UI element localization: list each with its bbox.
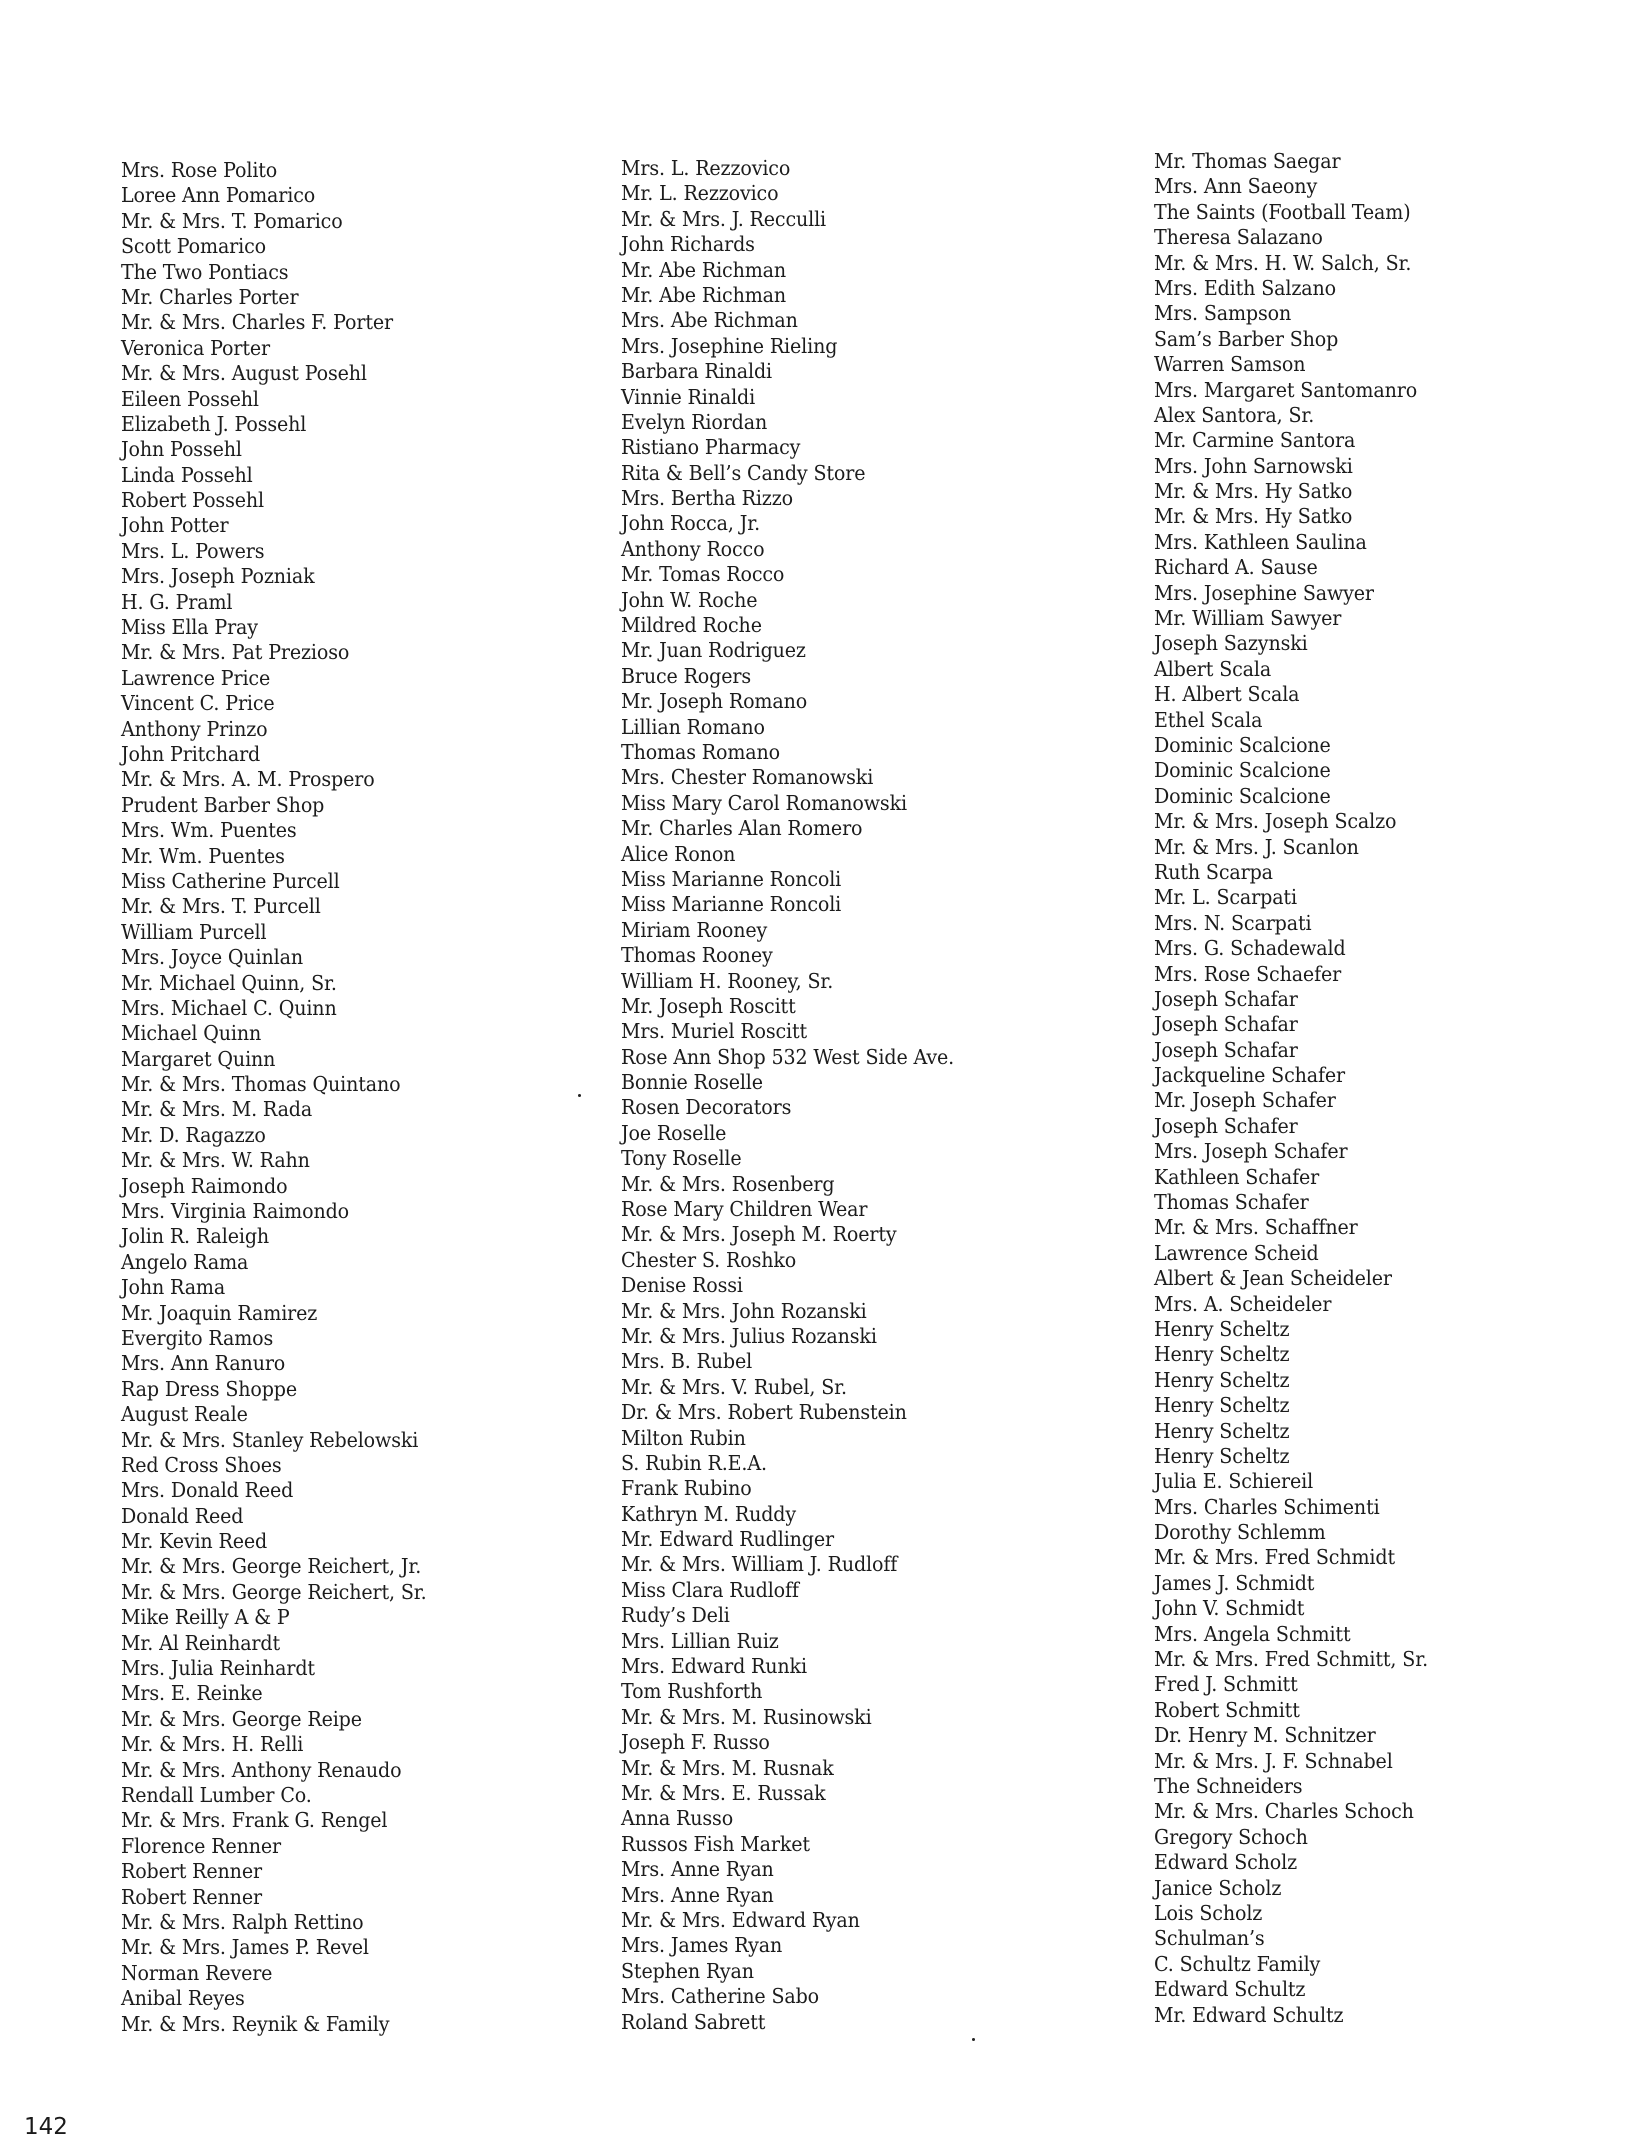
name-entry: Mrs. Rose Schaefer	[1154, 961, 1342, 986]
name-entry: Mr. & Mrs. John Rozanski	[621, 1298, 867, 1323]
name-entry: S. Rubin R.E.A.	[621, 1450, 767, 1475]
name-entry: Mr. & Mrs. Joseph Scalzo	[1154, 809, 1397, 834]
name-entry: Mr. & Mrs. V. Rubel, Sr.	[621, 1374, 847, 1399]
name-entry: John Possehl	[121, 437, 242, 462]
name-entry: Mrs. Abe Richman	[621, 308, 798, 333]
name-entry: Mr. Joseph Romano	[621, 689, 808, 714]
name-entry: Henry Scheltz	[1154, 1342, 1290, 1367]
name-entry: Rosen Decorators	[621, 1095, 792, 1120]
name-entry: Norman Revere	[121, 1960, 273, 1985]
name-entry: Mrs. Catherine Sabo	[621, 1984, 820, 2009]
name-entry: Miss Marianne Roncoli	[621, 892, 842, 917]
name-entry: Mr. & Mrs. James P. Revel	[121, 1935, 369, 1960]
name-entry: Barbara Rinaldi	[621, 359, 773, 384]
name-entry: Schulman’s	[1154, 1926, 1265, 1951]
name-entry: Mrs. Lillian Ruiz	[621, 1628, 779, 1653]
name-entry: Mr. & Mrs. A. M. Prospero	[121, 767, 375, 792]
name-entry: Mrs. L. Powers	[121, 538, 265, 563]
name-entry: Mr. L. Rezzovico	[621, 181, 779, 206]
name-entry: Mr. & Mrs. T. Purcell	[121, 894, 321, 919]
name-entry: Vincent C. Price	[121, 691, 275, 716]
name-entry: Joe Roselle	[621, 1120, 727, 1145]
name-entry: Mrs. Bertha Rizzo	[621, 486, 793, 511]
name-entry: Miriam Rooney	[621, 917, 768, 942]
name-entry: Prudent Barber Shop	[121, 792, 325, 817]
name-entry: Joseph Schafer	[1154, 1113, 1298, 1138]
name-entry: Lillian Romano	[621, 714, 765, 739]
name-entry: Lois Scholz	[1154, 1900, 1263, 1925]
name-entry: Mrs. Edith Salzano	[1154, 275, 1336, 300]
name-entry: Mr. & Mrs. Frank G. Rengel	[121, 1808, 388, 1833]
name-entry: Thomas Rooney	[621, 943, 773, 968]
name-entry: Veronica Porter	[121, 335, 270, 360]
name-entry: Julia E. Schiereil	[1154, 1469, 1314, 1494]
name-entry: Mr. & Mrs. Edward Ryan	[621, 1907, 860, 1932]
name-entry: Anthony Prinzo	[121, 716, 268, 741]
name-entry: Mr. & Mrs. Charles F. Porter	[121, 310, 393, 335]
name-entry: Donald Reed	[121, 1503, 244, 1528]
name-entry: The Saints (Football Team)	[1154, 199, 1411, 224]
name-entry: Mrs. Josephine Rieling	[621, 333, 838, 358]
name-entry: Loree Ann Pomarico	[121, 183, 316, 208]
page-number: 142	[24, 2114, 68, 2140]
name-entry: Mr. & Mrs. W. Rahn	[121, 1148, 310, 1173]
name-entry: Mr. Al Reinhardt	[121, 1630, 281, 1655]
name-entry: Mrs. Muriel Roscitt	[621, 1019, 808, 1044]
name-entry: Joseph F. Russo	[621, 1730, 770, 1755]
name-column-2	[621, 156, 979, 2035]
name-entry: Henry Scheltz	[1154, 1393, 1290, 1418]
name-entry: Evergito Ramos	[121, 1325, 274, 1350]
name-entry: Ethel Scala	[1154, 707, 1263, 732]
name-entry: Mrs. Wm. Puentes	[121, 818, 297, 843]
name-entry: Mrs. Anne Ryan	[621, 1857, 774, 1882]
name-entry: Mr. & Mrs. J. F. Schnabel	[1154, 1748, 1393, 1773]
name-entry: Mildred Roche	[621, 613, 762, 638]
name-entry: Michael Quinn	[121, 1021, 262, 1046]
name-entry: Mr. & Mrs. Reynik & Family	[121, 2011, 390, 2036]
name-entry: Mrs. N. Scarpati	[1154, 910, 1312, 935]
name-entry: Mrs. L. Rezzovico	[621, 156, 791, 180]
name-entry: Robert Schmitt	[1154, 1697, 1300, 1722]
name-entry: Mr. & Mrs. Schaffner	[1154, 1215, 1358, 1240]
name-entry: Mr. & Mrs. Charles Schoch	[1154, 1799, 1414, 1824]
name-entry: Mr. & Mrs. E. Russak	[621, 1781, 826, 1805]
name-entry: Mr. & Mrs. M. Rada	[121, 1097, 313, 1122]
name-entry: Mrs. Charles Schimenti	[1154, 1494, 1380, 1519]
name-entry: Rap Dress Shoppe	[121, 1376, 298, 1401]
name-entry: Mrs. Virginia Raimondo	[121, 1199, 349, 1224]
name-entry: Janice Scholz	[1154, 1875, 1282, 1900]
name-entry: Mr. Edward Rudlinger	[621, 1527, 834, 1552]
name-entry: Mr. Joseph Roscitt	[621, 993, 796, 1018]
name-entry: Mr. & Mrs. Anthony Renaudo	[121, 1757, 402, 1782]
name-entry: Thomas Romano	[621, 739, 780, 764]
name-entry: Robert Renner	[121, 1884, 262, 1909]
name-entry: Joseph Raimondo	[121, 1173, 288, 1198]
name-entry: Kathleen Schafer	[1154, 1164, 1320, 1189]
name-entry: Mr. & Mrs. Joseph M. Roerty	[621, 1222, 897, 1247]
name-entry: Bruce Rogers	[621, 663, 751, 688]
name-entry: Mrs. Michael C. Quinn	[121, 995, 337, 1020]
name-entry: William H. Rooney, Sr.	[621, 968, 834, 993]
name-entry: Mr. & Mrs. August Posehl	[121, 361, 367, 386]
name-entry: Mr. Abe Richman	[621, 257, 787, 282]
name-entry: Henry Scheltz	[1154, 1443, 1290, 1468]
name-entry: Theresa Salazano	[1154, 225, 1323, 250]
name-entry: Fred J. Schmitt	[1154, 1672, 1298, 1697]
name-entry: Miss Clara Rudloff	[621, 1577, 799, 1602]
name-entry: Mr. & Mrs. Pat Prezioso	[121, 640, 350, 665]
name-entry: Sam’s Barber Shop	[1154, 326, 1339, 351]
name-entry: Alex Santora, Sr.	[1154, 402, 1315, 427]
name-entry: Jolin R. Raleigh	[121, 1224, 270, 1249]
name-entry: Tom Rushforth	[621, 1679, 763, 1704]
name-entry: Mr. Joseph Schafer	[1154, 1088, 1336, 1113]
name-entry: Mrs. Ann Saeony	[1154, 174, 1318, 199]
name-entry: Mr. Thomas Saegar	[1154, 149, 1341, 173]
name-entry: Mr. Charles Alan Romero	[621, 816, 863, 841]
name-entry: Florence Renner	[121, 1833, 282, 1858]
name-entry: Mrs. Joyce Quinlan	[121, 945, 303, 970]
name-entry: Mr. & Mrs. Hy Satko	[1154, 479, 1353, 504]
name-entry: Mr. & Mrs. H. Relli	[121, 1732, 304, 1757]
name-entry: Mrs. John Sarnowski	[1154, 453, 1353, 478]
name-entry: Mr. L. Scarpati	[1154, 885, 1297, 910]
name-entry: Linda Possehl	[121, 462, 253, 487]
name-entry: Mr. & Mrs. George Reipe	[121, 1706, 362, 1731]
name-entry: Margaret Quinn	[121, 1046, 276, 1071]
name-entry: Ristiano Pharmacy	[621, 435, 801, 460]
name-entry: John Rama	[121, 1275, 226, 1300]
name-entry: William Purcell	[121, 919, 267, 944]
name-entry: Mr. & Mrs. T. Pomarico	[121, 208, 343, 233]
name-entry: Frank Rubino	[621, 1476, 752, 1501]
name-entry: Elizabeth J. Possehl	[121, 411, 307, 436]
name-entry: August Reale	[121, 1402, 248, 1427]
name-entry: Mrs. Sampson	[1154, 301, 1292, 326]
name-entry: Ruth Scarpa	[1154, 859, 1273, 884]
name-entry: Mr. Abe Richman	[621, 282, 787, 307]
name-entry: Miss Catherine Purcell	[121, 868, 340, 893]
name-entry: Dorothy Schlemm	[1154, 1520, 1326, 1545]
name-entry: Lawrence Scheid	[1154, 1240, 1319, 1265]
name-entry: Chester S. Roshko	[621, 1247, 797, 1272]
name-entry: Mr. & Mrs. Stanley Rebelowski	[121, 1427, 419, 1452]
name-entry: Joseph Sazynski	[1154, 631, 1308, 656]
name-entry: Mrs. B. Rubel	[621, 1349, 753, 1374]
name-entry: Mr. & Mrs. Rosenberg	[621, 1171, 835, 1196]
name-entry: Evelyn Riordan	[621, 409, 768, 434]
name-entry: Mike Reilly A & P	[121, 1605, 290, 1630]
name-entry: Mrs. A. Scheideler	[1154, 1291, 1332, 1316]
name-entry: Mr. & Mrs. Fred Schmidt	[1154, 1545, 1395, 1570]
name-entry: Mrs. Rose Polito	[121, 158, 278, 182]
name-entry: Mr. & Mrs. Julius Rozanski	[621, 1323, 877, 1348]
name-entry: Joseph Schafar	[1154, 986, 1298, 1011]
name-entry: Tony Roselle	[621, 1146, 742, 1171]
name-entry: Kathryn M. Ruddy	[621, 1501, 796, 1526]
name-entry: Stephen Ryan	[621, 1958, 754, 1983]
name-entry: Warren Samson	[1154, 352, 1306, 377]
name-entry: Mr. Kevin Reed	[121, 1529, 268, 1554]
name-entry: Jackqueline Schafer	[1154, 1063, 1346, 1088]
name-entry: Mr. & Mrs. Ralph Rettino	[121, 1909, 364, 1934]
name-entry: Henry Scheltz	[1154, 1316, 1290, 1341]
name-entry: Mr. & Mrs. William J. Rudloff	[621, 1552, 898, 1577]
name-entry: Milton Rubin	[621, 1425, 746, 1450]
name-column-1	[121, 158, 450, 2037]
name-entry: Mr. & Mrs. M. Rusnak	[621, 1755, 834, 1780]
name-entry: Mr. Joaquin Ramirez	[121, 1300, 318, 1325]
name-entry: Mr. D. Ragazzo	[121, 1122, 266, 1147]
name-column-3	[1154, 149, 1449, 2028]
name-entry: Albert & Jean Scheideler	[1154, 1266, 1392, 1291]
name-entry: Anna Russo	[621, 1806, 734, 1831]
name-entry: Mrs. Josephine Sawyer	[1154, 580, 1374, 605]
name-entry: Mrs. Kathleen Saulina	[1154, 529, 1367, 554]
name-entry: Dominic Scalcione	[1154, 783, 1331, 808]
name-entry: Roland Sabrett	[621, 2009, 766, 2034]
name-entry: Dominic Scalcione	[1154, 758, 1331, 783]
name-entry: H. Albert Scala	[1154, 682, 1300, 707]
name-entry: Rita & Bell’s Candy Store	[621, 460, 866, 485]
name-entry: Mr. Wm. Puentes	[121, 843, 285, 868]
name-entry: John Richards	[621, 232, 755, 257]
name-entry: Mrs. James Ryan	[621, 1933, 783, 1958]
name-entry: Angelo Rama	[121, 1249, 249, 1274]
name-entry: Mrs. G. Schadewald	[1154, 936, 1346, 961]
name-entry: C. Schultz Family	[1154, 1951, 1321, 1976]
name-entry: Mrs. Joseph Pozniak	[121, 564, 315, 589]
name-entry: Anibal Reyes	[121, 1986, 245, 2011]
name-entry: Joseph Schafar	[1154, 1012, 1298, 1037]
name-entry: Denise Rossi	[621, 1273, 743, 1298]
name-entry: Albert Scala	[1154, 656, 1272, 681]
name-entry: Henry Scheltz	[1154, 1367, 1290, 1392]
name-entry: Mrs. Edward Runki	[621, 1654, 807, 1679]
name-entry: Mrs. Angela Schmitt	[1154, 1621, 1351, 1646]
name-entry: Red Cross Shoes	[121, 1452, 282, 1477]
name-entry: Mr. Michael Quinn, Sr.	[121, 970, 337, 995]
name-entry: Edward Scholz	[1154, 1850, 1298, 1875]
name-entry: Mr. Carmine Santora	[1154, 428, 1356, 453]
name-entry: Mr. William Sawyer	[1154, 606, 1342, 631]
name-entry: Mrs. Chester Romanowski	[621, 765, 874, 790]
name-entry: Mr. & Mrs. H. W. Salch, Sr.	[1154, 250, 1412, 275]
name-entry: Mr. & Mrs. J. Recculli	[621, 206, 827, 231]
name-entry: John Pritchard	[121, 741, 261, 766]
name-entry: John Rocca, Jr.	[621, 511, 761, 536]
name-entry: Mrs. E. Reinke	[121, 1681, 263, 1706]
name-entry: Rose Mary Children Wear	[621, 1197, 868, 1222]
name-entry: Russos Fish Market	[621, 1831, 810, 1856]
name-entry: Mr. & Mrs. Thomas Quintano	[121, 1072, 401, 1097]
name-entry: The Two Pontiacs	[121, 259, 289, 284]
name-entry: Alice Ronon	[621, 841, 736, 866]
name-entry: Mrs. Donald Reed	[121, 1478, 294, 1503]
name-entry: Mrs. Ann Ranuro	[121, 1351, 286, 1376]
name-entry: Miss Ella Pray	[121, 615, 258, 640]
name-entry: Mrs. Julia Reinhardt	[121, 1656, 315, 1681]
name-entry: Robert Renner	[121, 1859, 262, 1884]
name-entry: John W. Roche	[621, 587, 758, 612]
name-entry: Dr. & Mrs. Robert Rubenstein	[621, 1400, 907, 1425]
print-speck	[578, 1094, 581, 1097]
name-entry: Miss Marianne Roncoli	[621, 866, 842, 891]
name-entry: Mr. Tomas Rocco	[621, 562, 785, 587]
name-entry: Rose Ann Shop 532 West Side Ave.	[621, 1044, 955, 1069]
name-entry: Mr. Charles Porter	[121, 284, 299, 309]
name-entry: Mr. Juan Rodriguez	[621, 638, 806, 663]
name-entry: Anthony Rocco	[621, 536, 765, 561]
name-entry: Dominic Scalcione	[1154, 732, 1331, 757]
name-entry: Mr. & Mrs. Hy Satko	[1154, 504, 1353, 529]
name-entry: Mr. Edward Schultz	[1154, 2002, 1344, 2027]
name-entry: Miss Mary Carol Romanowski	[621, 790, 907, 815]
name-entry: Vinnie Rinaldi	[621, 384, 756, 409]
name-entry: Mr. & Mrs. M. Rusinowski	[621, 1704, 872, 1729]
name-entry: Rendall Lumber Co.	[121, 1783, 312, 1807]
name-entry: The Schneiders	[1154, 1774, 1303, 1798]
name-entry: John V. Schmidt	[1154, 1596, 1305, 1621]
name-entry: Mr. & Mrs. George Reichert, Jr.	[121, 1554, 422, 1579]
name-entry: Bonnie Roselle	[621, 1070, 763, 1095]
name-entry: Eileen Possehl	[121, 386, 259, 411]
name-entry: Gregory Schoch	[1154, 1824, 1308, 1849]
name-entry: Lawrence Price	[121, 665, 271, 690]
name-entry: Mrs. Anne Ryan	[621, 1882, 774, 1907]
name-entry: Robert Possehl	[121, 488, 264, 513]
name-entry: Mr. & Mrs. George Reichert, Sr.	[121, 1579, 427, 1604]
name-entry: Dr. Henry M. Schnitzer	[1154, 1723, 1376, 1748]
name-entry: James J. Schmidt	[1154, 1570, 1315, 1595]
name-entry: Mr. & Mrs. Fred Schmitt, Sr.	[1154, 1647, 1429, 1672]
name-entry: Mr. & Mrs. J. Scanlon	[1154, 834, 1359, 859]
name-entry: Scott Pomarico	[121, 234, 266, 259]
name-entry: Richard A. Sause	[1154, 555, 1318, 580]
name-entry: H. G. Praml	[121, 589, 233, 614]
name-entry: Rudy’s Deli	[621, 1603, 730, 1628]
name-entry: Mrs. Joseph Schafer	[1154, 1139, 1348, 1164]
name-entry: Mrs. Margaret Santomanro	[1154, 377, 1418, 402]
name-entry: John Potter	[121, 513, 229, 538]
name-entry: Edward Schultz	[1154, 1977, 1306, 2002]
print-speck	[972, 2038, 975, 2041]
name-entry: Henry Scheltz	[1154, 1418, 1290, 1443]
name-entry: Joseph Schafar	[1154, 1037, 1298, 1062]
name-entry: Thomas Schafer	[1154, 1190, 1309, 1215]
